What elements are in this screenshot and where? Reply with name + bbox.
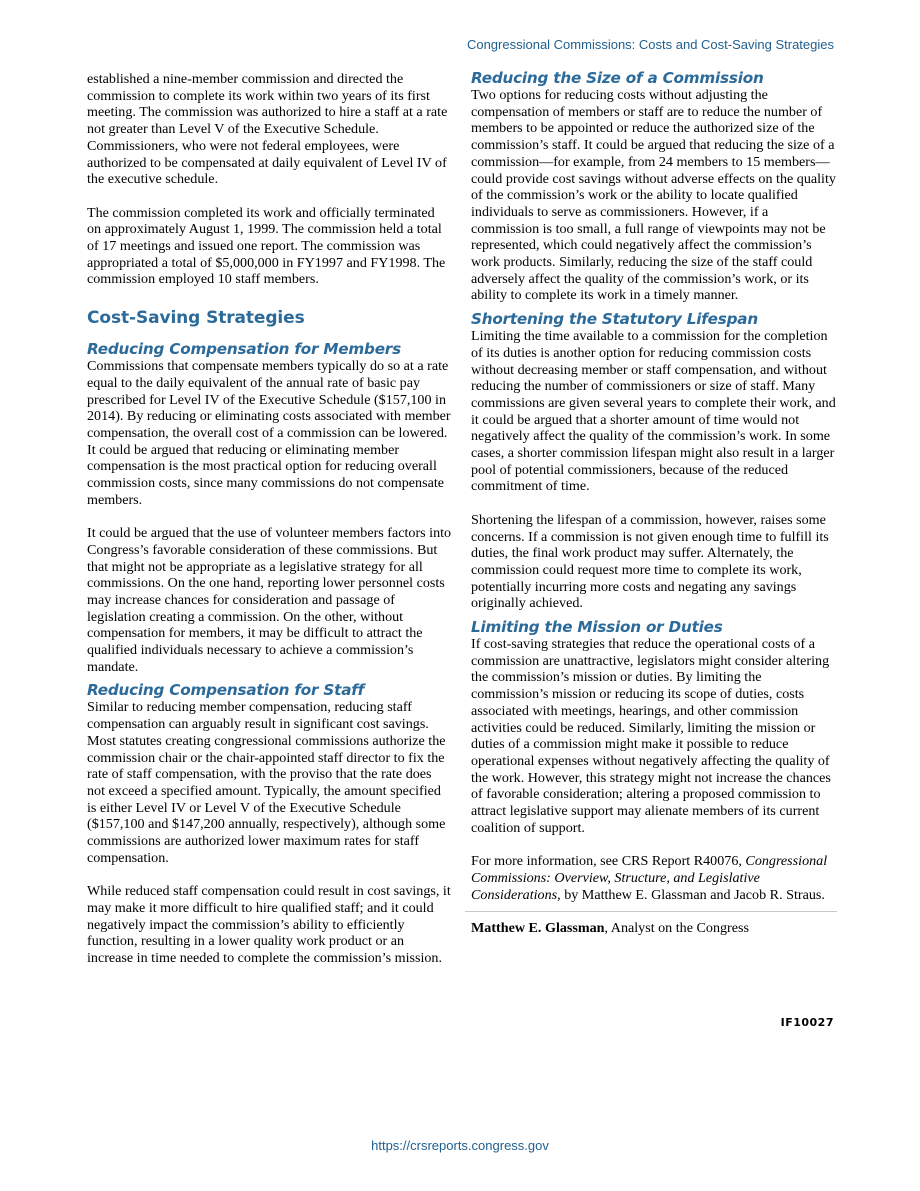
author-line xyxy=(471,920,836,937)
heading-reducing-commission-size: Reducing the Size of a Commission xyxy=(471,69,764,87)
left-column xyxy=(87,71,452,983)
size-paragraph-1: Two options for reducing costs without adjusting the compensation of members or staff are to reduce the number of members to be appointed or reduce the authorized size of the commission’s staff. It could be argued that reducing the size of a commission—for example, from 24 members to 15 members—could provide cost savings without adverse effects on the quality of the commission’s work or the ability to locate qualified individuals to serve as commissioners. However, if a commission is too small, a full range of viewpoints may not be represented, which could negatively affect the commission’s work products. Similarly, reducing the size of the staff could adversely affect the quality of the commission’s work, or its ability to complete its work in a timely manner. xyxy=(471,87,836,304)
footer-url-link[interactable]: https://crsreports.congress.gov xyxy=(371,1138,549,1153)
heading-reducing-staff-compensation: Reducing Compensation for Staff xyxy=(87,681,365,700)
more-info-prefix: For more information, see CRS Report R40076, xyxy=(471,853,746,870)
members-paragraph-2: It could be argued that the use of volunteer members factors into Congress’s favorable consideration of these commissions. But that might not be appropriate as a legislative strategy for all commissions. On the one hand, reporting lower personnel costs may increase chances for consideration and passage of legislation creating a commission. On the other, without compensation for members, it may be difficult to attract the qualified individuals necessary to achieve a commission’s mandate. xyxy=(87,525,452,675)
heading-reducing-member-compensation: Reducing Compensation for Members xyxy=(87,340,401,359)
divider xyxy=(465,911,837,912)
document-number: IF10027 xyxy=(780,1016,834,1029)
more-info-report-title: Congressional Commissions: Overview, Structure, and Legislative Considerations xyxy=(471,853,828,903)
heading-limiting-mission: Limiting the Mission or Duties xyxy=(471,618,723,637)
heading-shortening-lifespan: Shortening the Statutory Lifespan xyxy=(471,310,758,329)
running-header: Congressional Commissions: Costs and Cost-Saving Strategies xyxy=(466,37,834,52)
section-heading-cost-saving: Cost-Saving Strategies xyxy=(87,308,305,329)
more-info-suffix: , by Matthew E. Glassman and Jacob R. Straus. xyxy=(557,886,825,903)
staff-paragraph-2: While reduced staff compensation could result in cost savings, it may make it more difficult to hire qualified staff; and it could negatively impact the commission’s ability to efficiently function, resulting in a lower quality work product or an increase in time needed to complete the commission’s mission. xyxy=(87,883,451,966)
author-role: , Analyst on the Congress xyxy=(604,920,749,937)
lifespan-paragraph-2: Shortening the lifespan of a commission, however, raises some concerns. If a commission is not given enough time to fulfill its duties, the final work product may suffer. Alternately, the commission could request more time to complete its work, potentially incurring more costs and negating any savings originally achieved. xyxy=(471,511,829,612)
intro-paragraph-1: established a nine-member commission and directed the commission to complete its work within two years of its first meeting. The commission was authorized to hire a staff at a rate not greater than Level V of the Executive Schedule. Commissioners, who were not federal employees, were authorized to be compensated at daily equivalent of Level IV of the executive schedule. xyxy=(87,71,448,188)
staff-paragraph-1: Similar to reducing member compensation, reducing staff compensation can arguably result in significant cost savings. Most statutes creating congressional commissions authorize the commission chair or the chair-appointed staff director to fix the rate of staff compensation, with the proviso that the rate does not exceed a specified amount. Typically, the amount specified is either Level IV or Level V of the Executive Schedule ($157,100 and $147,200 annually, respectively), although some commissions are authorized lower maximum rates for staff compensation. xyxy=(87,699,446,866)
intro-paragraph-2: The commission completed its work and officially terminated on approximately August 1, 1999. The commission held a total of 17 meetings and issued one report. The commission was appropriated a total of $5,000,000 in FY1997 and FY1998. The commission employed 10 staff members. xyxy=(87,204,446,288)
right-column xyxy=(471,69,836,954)
mission-paragraph-1: If cost-saving strategies that reduce the operational costs of a commission are unattractive, legislators might consider altering the commission’s mission or duties. By limiting the commission’s mission or reducing its scope of duties, costs associated with meetings, hearings, and other commission activities could be reduced. Similarly, limiting the mission or duties of a commission might make it possible to reduce operational expenses without negatively affecting the quality of the work. However, this strategy might not increase the chances of favorable consideration; altering a proposed commission to attract legislative support may alienate members of its current coalition of support. xyxy=(471,636,831,836)
author-name: Matthew E. Glassman xyxy=(471,920,605,937)
more-info-paragraph xyxy=(471,853,836,903)
members-paragraph-1: Commissions that compensate members typically do so at a rate equal to the daily equivalent of the annual rate of basic pay prescribed for Level IV of the Executive Schedule ($157,100 in 2014). By reducing or eliminating costs associated with member compensation, the overall cost of a commission can be lowered. It could be argued that reducing or eliminating member compensation is the most practical option for reducing overall commission costs, since many commissions do not compensate members. xyxy=(87,358,451,508)
lifespan-paragraph-1: Limiting the time available to a commission for the completion of its duties is another option for reducing commission costs without decreasing member or staff compensation, and without reducing the number of commissioners or size of staff. Many commissions are given several years to complete their work, and it could be argued that a shorter amount of time would not negatively affect the quality of the commission’s work. In some cases, a shorter commission lifespan might also result in a larger pool of potential commissioners, because of the reduced commitment of time. xyxy=(471,328,836,495)
